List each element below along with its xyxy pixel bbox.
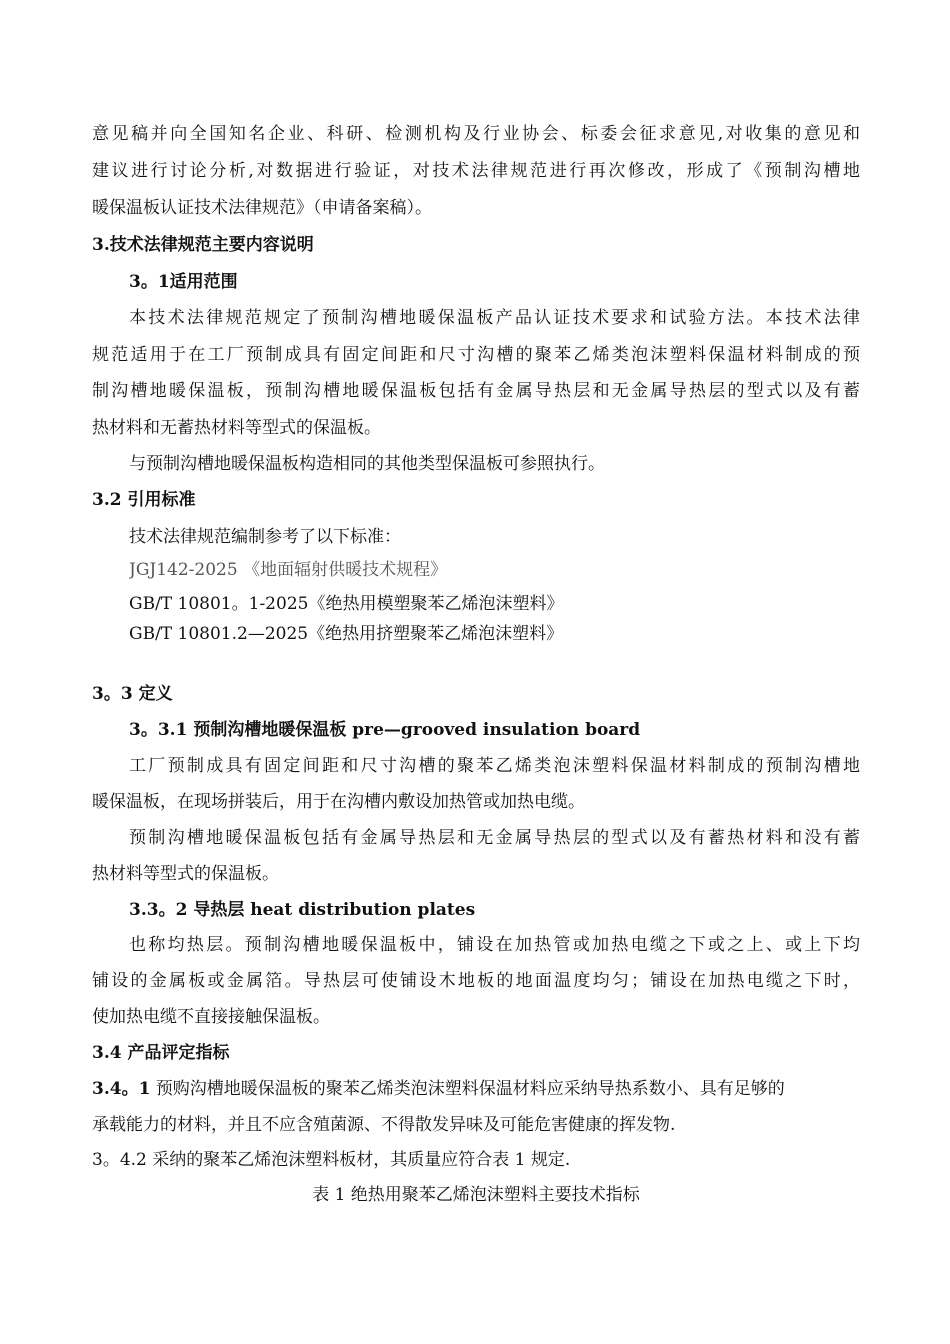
reference-item: GB/T 10801.2—2025《绝热用挤塑聚苯乙烯泡沫塑料》 (129, 624, 564, 644)
paragraph-line: 预制沟槽地暖保温板包括有金属导热层和无金属导热层的型式以及有蓄热材料和没有蓄 (129, 828, 860, 848)
clause-text: 预购沟槽地暖保温板的聚苯乙烯类泡沫塑料保温材料应采纳导热系数小、具有足够的 (150, 1079, 785, 1099)
paragraph-line: 暖保温板认证技术法律规范》（申请备案稿）。 (92, 198, 432, 218)
paragraph-line: 使加热电缆不直接接触保温板。 (92, 1007, 330, 1027)
clause-number: 3.4。1 (92, 1079, 151, 1099)
paragraph-line: 也称均热层。预制沟槽地暖保温板中，铺设在加热管或加热电缆之下或之上、或上下均 (129, 935, 860, 955)
table-caption: 表 1 绝热用聚苯乙烯泡沫塑料主要技术指标 (312, 1185, 640, 1205)
paragraph-line: 热材料等型式的保温板。 (92, 864, 279, 884)
paragraph-line: 本技术法律规范规定了预制沟槽地暖保温板产品认证技术要求和试验方法。本技术法律 (129, 308, 860, 328)
paragraph-line: 规范适用于在工厂预制成具有固定间距和尺寸沟槽的聚苯乙烯类泡沫塑料保温材料制成的预 (92, 345, 860, 365)
paragraph-line: 工厂预制成具有固定间距和尺寸沟槽的聚苯乙烯类泡沫塑料保温材料制成的预制沟槽地 (129, 756, 860, 776)
paragraph-line: 暖保温板，在现场拼装后，用于在沟槽内敷设加热管或加热电缆。 (92, 792, 585, 812)
paragraph-line: 铺设的金属板或金属箔。导热层可使铺设木地板的地面温度均匀；铺设在加热电缆之下时， (92, 971, 860, 991)
reference-item: GB/T 10801。1-2025《绝热用模塑聚苯乙烯泡沫塑料》 (129, 594, 564, 614)
subsection-heading-3-3-1: 3。3.1 预制沟槽地暖保温板 pre—grooved insulation board (129, 720, 641, 740)
paragraph-line: 意见稿并向全国知名企业、科研、检测机构及行业协会、标委会征求意见,对收集的意见和 (92, 124, 860, 144)
paragraph-line (92, 1071, 860, 1107)
subsection-heading-3-1: 3。1适用范围 (129, 272, 238, 292)
reference-item: JGJ142-2025 《地面辐射供暖技术规程》 (129, 560, 448, 580)
paragraph-line: 承载能力的材料，并且不应含殖菌源、不得散发异味及可能危害健康的挥发物. (92, 1115, 676, 1135)
subsection-heading-3-4: 3.4 产品评定指标 (92, 1043, 230, 1063)
subsection-heading-3-3-2: 3.3。2 导热层 heat distribution plates (129, 900, 476, 920)
paragraph-line: 技术法律规范编制参考了以下标准： (129, 527, 401, 547)
paragraph-line: 3。4.2 采纳的聚苯乙烯泡沫塑料板材，其质量应符合表 1 规定. (92, 1150, 571, 1170)
paragraph-line: 建议进行讨论分析,对数据进行验证，对技术法律规范进行再次修改，形成了《预制沟槽地 (92, 161, 860, 181)
paragraph-line: 与预制沟槽地暖保温板构造相同的其他类型保温板可参照执行。 (129, 454, 605, 474)
paragraph-line: 热材料和无蓄热材料等型式的保温板。 (92, 418, 381, 438)
subsection-heading-3-2: 3.2 引用标准 (92, 490, 196, 510)
subsection-heading-3-3: 3。3 定义 (92, 684, 173, 704)
paragraph-line: 制沟槽地暖保温板，预制沟槽地暖保温板包括有金属导热层和无金属导热层的型式以及有蓄 (92, 381, 860, 401)
section-heading-3: 3.技术法律规范主要内容说明 (92, 235, 314, 255)
